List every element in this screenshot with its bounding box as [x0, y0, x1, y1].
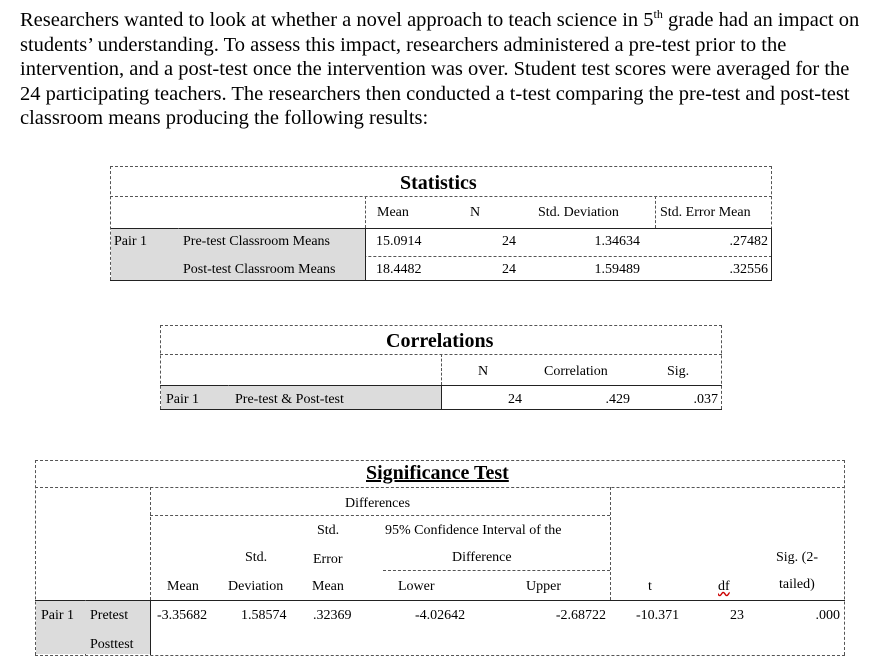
intro-text-part1: Researchers wanted to look at whether a novel approach to teach science in 5: [20, 9, 654, 31]
statistics-header-sd: Std. Deviation: [538, 205, 619, 220]
significance-header-std-err-1: Std.: [317, 523, 340, 538]
significance-sig-value: .000: [815, 608, 840, 623]
correlations-header-corr: Correlation: [544, 364, 608, 379]
correlations-pair-label: Pair 1: [166, 392, 200, 407]
intro-superscript: th: [653, 7, 663, 22]
correlations-sig-value: .037: [693, 392, 718, 407]
significance-header-mean: Mean: [167, 579, 199, 594]
significance-lower-value: -4.02642: [415, 608, 466, 623]
statistics-row-sd: 1.34634: [594, 234, 640, 249]
statistics-pair-label: Pair 1: [114, 234, 148, 249]
statistics-row-mean: 15.0914: [376, 234, 422, 249]
significance-upper-value: -2.68722: [555, 608, 606, 623]
correlations-header-n: N: [478, 364, 489, 379]
statistics-row-sd: 1.59489: [594, 262, 640, 277]
significance-title: Significance Test: [366, 462, 509, 484]
significance-header-std-err-2: Error: [313, 552, 343, 567]
statistics-row-se: .32556: [729, 262, 768, 277]
significance-header-std-dev-2: Deviation: [228, 579, 284, 594]
significance-header-t: t: [648, 579, 652, 594]
statistics-row-mean: 18.4482: [376, 262, 422, 277]
significance-std-dev-value: 1.58574: [241, 608, 287, 623]
significance-pair-label: Pair 1: [41, 608, 75, 623]
significance-header-upper: Upper: [526, 579, 561, 594]
significance-header-sig-1: Sig. (2-: [776, 550, 818, 565]
significance-header-sig-2: tailed): [779, 577, 815, 592]
correlations-row-label: Pre-test & Post-test: [235, 392, 344, 407]
correlations-corr-value: .429: [605, 392, 630, 407]
significance-pretest-label: Pretest: [90, 608, 129, 623]
significance-header-std-err-3: Mean: [312, 579, 344, 594]
intro-text-part2: grade had an impact on students’ understanding. To assess this impact, researchers administered a pre-test prior to the intervention, and a post-test once the intervention was over. Student test scores were averaged for the 24 participating teachers. The researchers then conducted a t-test comparing the pre-test and post-test classroom means producing the following results:: [20, 9, 860, 130]
significance-df-value: 23: [730, 608, 744, 623]
statistics-header-mean: Mean: [377, 205, 409, 220]
significance-posttest-label: Posttest: [90, 637, 134, 652]
significance-std-err-value: .32369: [313, 608, 352, 623]
statistics-row-n: 24: [502, 262, 516, 277]
significance-differences: Differences: [345, 496, 411, 511]
statistics-row-se: .27482: [729, 234, 768, 249]
correlations-header-sig: Sig.: [667, 364, 690, 379]
significance-header-std-dev-1: Std.: [245, 550, 268, 565]
significance-mean-value: -3.35682: [157, 608, 208, 623]
significance-header-df: df: [718, 579, 730, 594]
statistics-title: Statistics: [400, 172, 477, 194]
correlations-title: Correlations: [386, 330, 494, 352]
statistics-row-n: 24: [502, 234, 516, 249]
statistics-header-n: N: [470, 205, 481, 220]
significance-header-lower: Lower: [398, 579, 435, 594]
significance-ci-line1: 95% Confidence Interval of the: [385, 523, 562, 538]
significance-t-value: -10.371: [636, 608, 680, 623]
statistics-row-label: Post-test Classroom Means: [183, 262, 336, 277]
significance-ci-line2: Difference: [452, 550, 512, 565]
statistics-header-se: Std. Error Mean: [660, 205, 751, 220]
correlations-n-value: 24: [508, 392, 522, 407]
statistics-row-label: Pre-test Classroom Means: [183, 234, 330, 249]
